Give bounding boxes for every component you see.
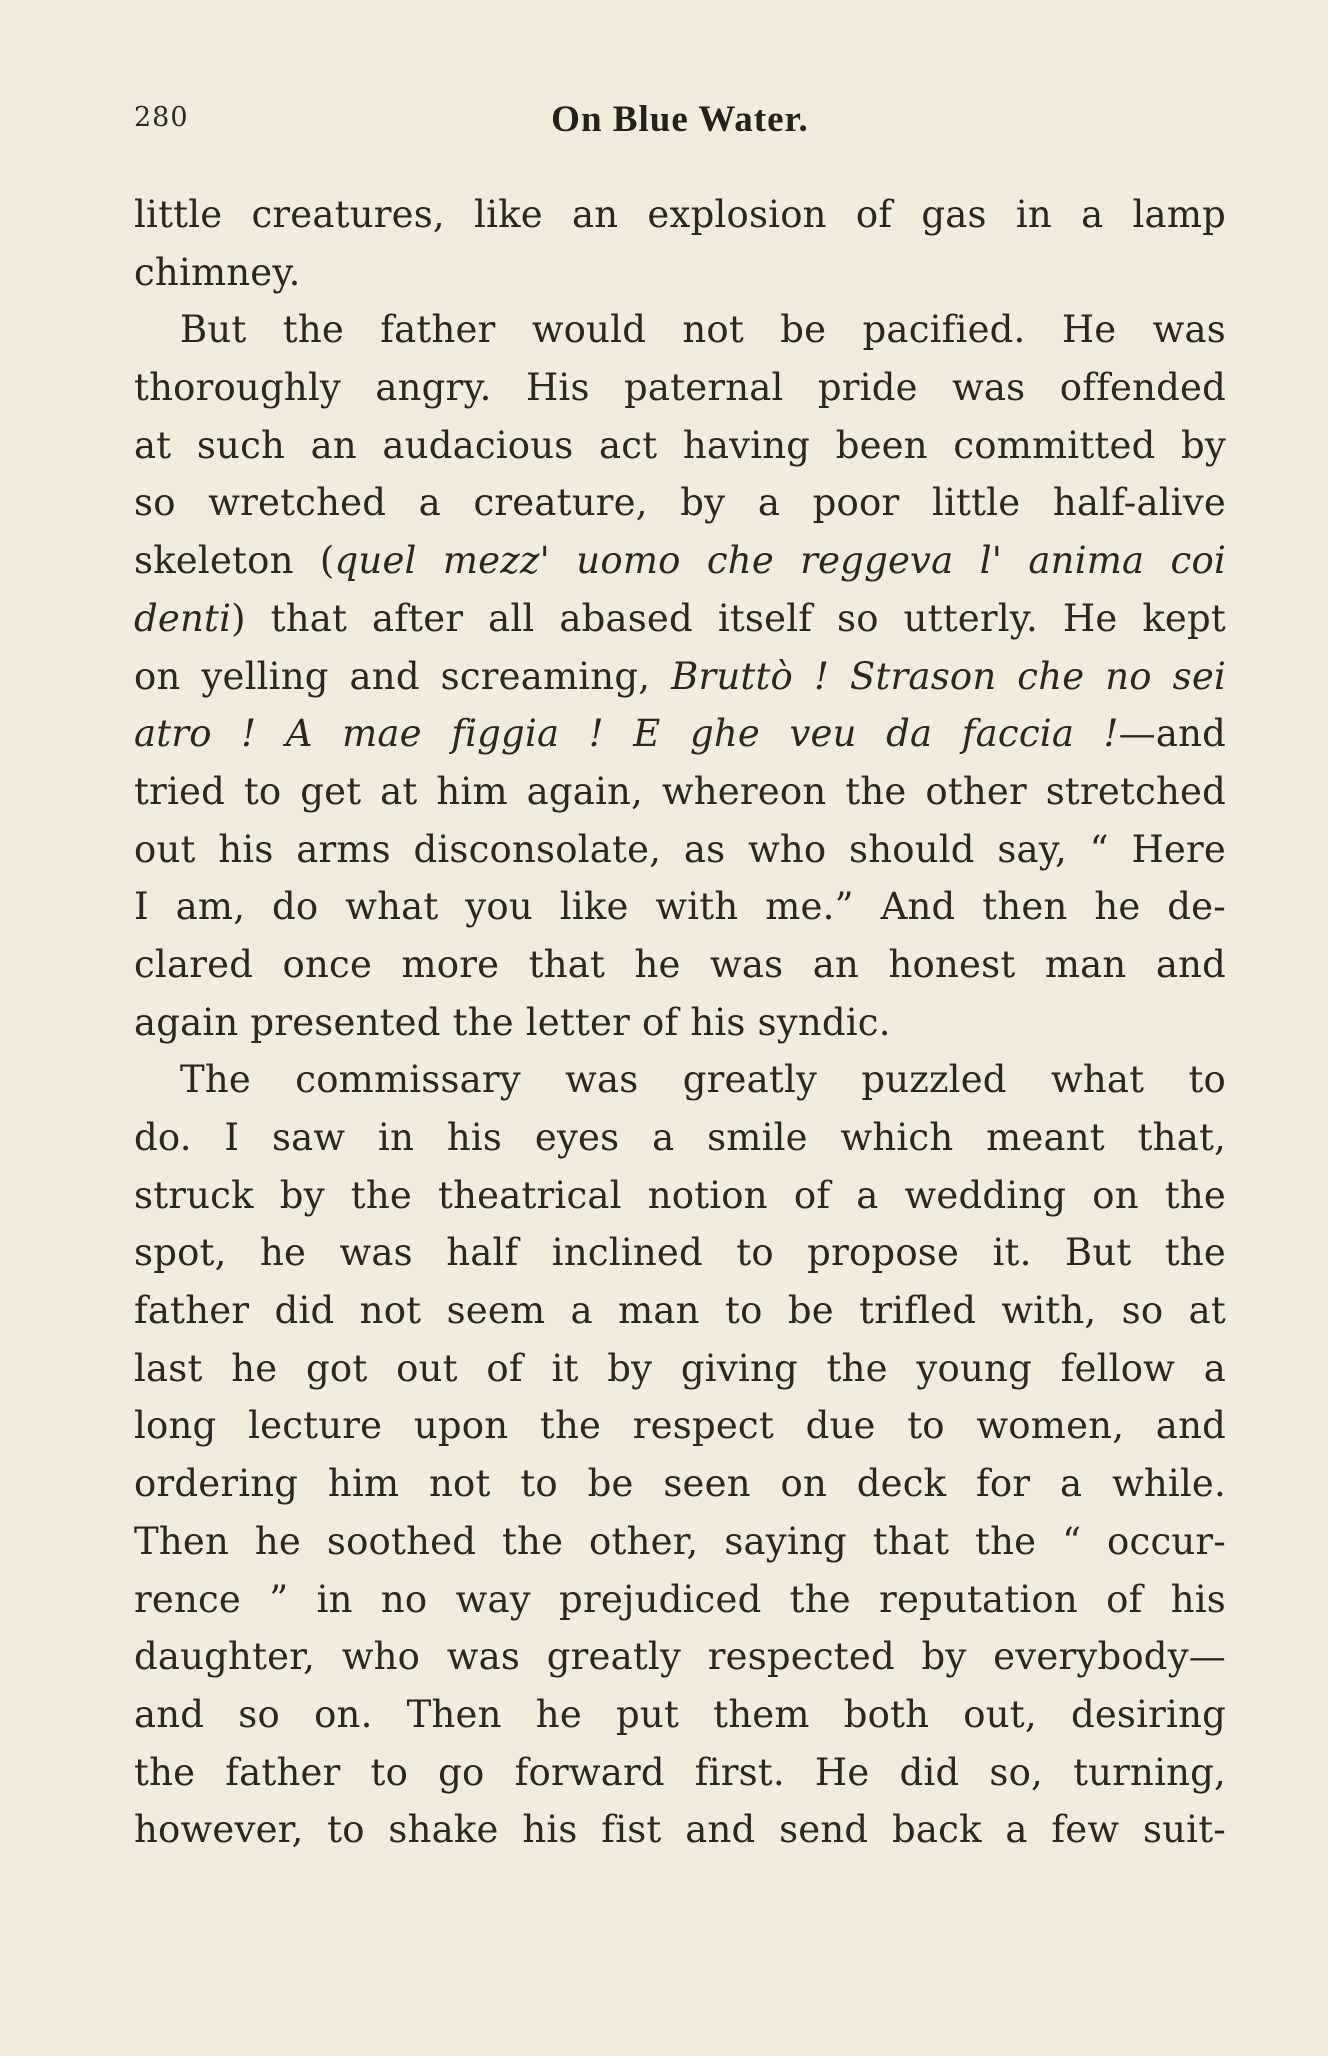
italic-text: quel mezz' uomo che reggeva l' anima coi bbox=[334, 539, 1226, 583]
text-line bbox=[134, 648, 1226, 706]
text-line bbox=[134, 1051, 1226, 1109]
text-line bbox=[134, 474, 1226, 532]
text-line bbox=[134, 359, 1226, 417]
text-line bbox=[134, 821, 1226, 879]
text-line bbox=[134, 1686, 1226, 1744]
text-segment: I am, do what you like with me.” And then he de- bbox=[134, 885, 1226, 929]
text-line bbox=[134, 763, 1226, 821]
text-segment: and so on. Then he put them both out, desiring bbox=[134, 1692, 1226, 1736]
text-segment: again presented the letter of his syndic. bbox=[134, 1000, 891, 1044]
text-segment: ordering him not to be seen on deck for a while. bbox=[134, 1462, 1226, 1506]
text-line bbox=[134, 532, 1226, 590]
text-segment: last he got out of it by giving the young fellow a bbox=[134, 1346, 1226, 1390]
italic-text: denti bbox=[134, 596, 232, 640]
text-segment: at such an audacious act having been committed by bbox=[134, 423, 1226, 467]
text-segment: rence ” in no way prejudiced the reputation of his bbox=[134, 1577, 1226, 1621]
text-line bbox=[134, 1744, 1226, 1802]
text-line bbox=[134, 705, 1226, 763]
italic-text: atro ! A mae figgia ! E ghe veu da faccia ! bbox=[134, 712, 1119, 756]
text-segment: The commissary was greatly puzzled what to bbox=[180, 1058, 1226, 1102]
text-line bbox=[134, 1224, 1226, 1282]
text-line bbox=[134, 1282, 1226, 1340]
text-segment: the father to go forward first. He did so, turning, bbox=[134, 1750, 1226, 1794]
text-line bbox=[134, 186, 1226, 244]
body-text bbox=[134, 186, 1226, 1859]
text-line bbox=[134, 1397, 1226, 1455]
text-line bbox=[134, 1455, 1226, 1513]
text-segment: struck by the theatrical notion of a wedding on the bbox=[134, 1173, 1226, 1217]
text-segment: clared once more that he was an honest man and bbox=[134, 942, 1226, 986]
text-line bbox=[134, 1513, 1226, 1571]
text-segment: Then he soothed the other, saying that the “ occur- bbox=[134, 1519, 1226, 1563]
text-line bbox=[134, 878, 1226, 936]
text-segment: however, to shake his fist and send back a few suit- bbox=[134, 1808, 1226, 1852]
text-line bbox=[134, 1340, 1226, 1398]
text-segment: do. I saw in his eyes a smile which meant that, bbox=[134, 1116, 1226, 1159]
page-number: 280 bbox=[134, 102, 189, 133]
text-segment: But the father would not be pacified. He was bbox=[180, 308, 1226, 352]
text-line bbox=[134, 417, 1226, 475]
text-segment: chimney. bbox=[134, 250, 301, 294]
text-line bbox=[134, 1109, 1226, 1167]
text-segment: ) that after all abased itself so utterly. He kept bbox=[231, 596, 1226, 640]
text-segment: tried to get at him again, whereon the other stretched bbox=[134, 769, 1226, 813]
text-line bbox=[134, 1801, 1226, 1859]
text-line bbox=[134, 936, 1226, 994]
text-line bbox=[134, 301, 1226, 359]
text-segment: daughter, who was greatly respected by everybody— bbox=[134, 1635, 1226, 1679]
text-segment: out his arms disconsolate, as who should say, “ Here bbox=[134, 827, 1226, 871]
text-line bbox=[134, 1571, 1226, 1629]
running-title: On Blue Water. bbox=[551, 99, 809, 140]
text-segment: little creatures, like an explosion of gas in a lamp bbox=[134, 193, 1226, 236]
text-segment: thoroughly angry. His paternal pride was offended bbox=[134, 366, 1226, 410]
text-line bbox=[134, 244, 1226, 302]
text-segment: on yelling and screaming, bbox=[134, 654, 672, 698]
italic-text: Bruttò ! Strason che no sei bbox=[671, 654, 1226, 698]
page-header bbox=[134, 98, 1226, 146]
text-segment: father did not seem a man to be trifled with, so at bbox=[134, 1289, 1226, 1333]
text-line bbox=[134, 994, 1226, 1052]
text-segment: so wretched a creature, by a poor little half-alive bbox=[134, 481, 1226, 525]
text-segment: —and bbox=[1118, 712, 1226, 756]
text-line bbox=[134, 590, 1226, 648]
text-segment: skeleton ( bbox=[134, 539, 335, 583]
text-line bbox=[134, 1628, 1226, 1686]
text-segment: long lecture upon the respect due to women, and bbox=[134, 1404, 1226, 1448]
text-line bbox=[134, 1167, 1226, 1225]
text-segment: spot, he was half inclined to propose it. But the bbox=[134, 1231, 1226, 1275]
